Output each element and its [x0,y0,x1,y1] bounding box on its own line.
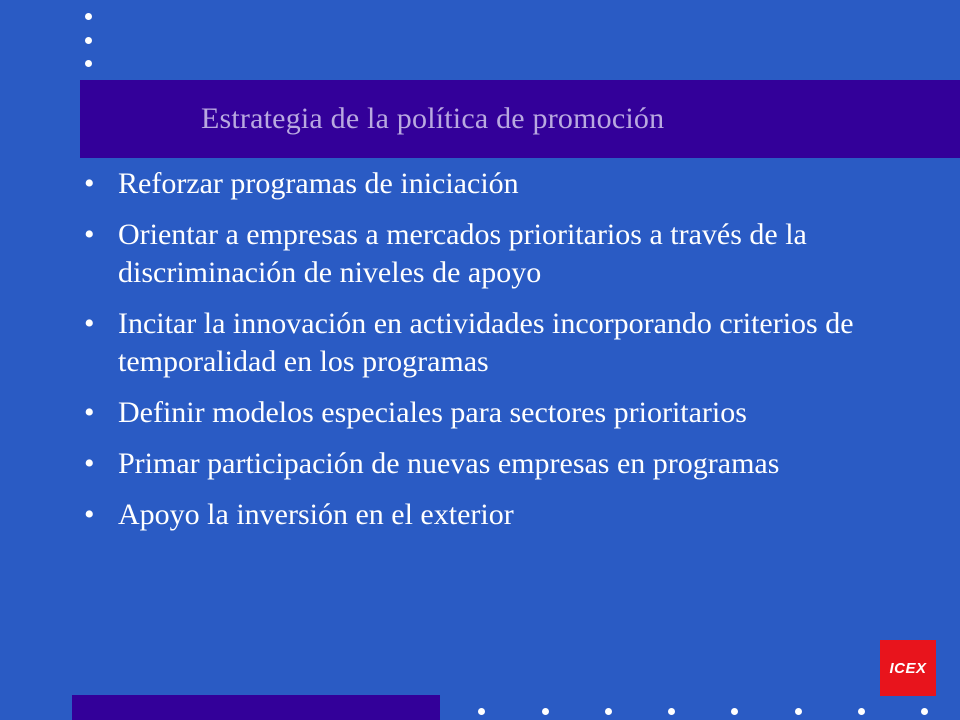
decorative-dot [85,13,92,20]
bullet-item [84,496,864,534]
bullet-item [84,305,864,381]
bullet-marker: • [84,167,95,200]
bullet-marker: • [84,447,95,480]
bullet-item [84,394,864,432]
decorative-dot [921,708,928,715]
bullet-marker: • [84,396,95,429]
bullet-marker: • [84,307,95,340]
decorative-dot [668,708,675,715]
bullet-marker: • [84,498,95,531]
title-bar [80,80,960,158]
bullet-text: Orientar a empresas a mercados prioritarios a través de la discriminación de niveles de apoyo [118,218,807,289]
decorative-dot [858,708,865,715]
decorative-dot [795,708,802,715]
bullet-item [84,216,864,292]
slide-title: Estrategia de la política de promoción [201,102,665,135]
decorative-dot [605,708,612,715]
bottom-bar [72,695,440,720]
decorative-dot [542,708,549,715]
decorative-dot [85,37,92,44]
bullet-list [84,165,864,547]
decorative-dot [731,708,738,715]
icex-logo [880,640,936,696]
bullet-item [84,165,864,203]
bullet-text: Reforzar programas de iniciación [118,167,519,200]
bullet-text: Incitar la innovación en actividades incorporando criterios de temporalidad en los programas [118,307,854,378]
logo-text: ICEX [889,659,927,677]
bullet-text: Apoyo la inversión en el exterior [118,498,514,531]
decorative-dot [478,708,485,715]
bullet-marker: • [84,218,95,251]
decorative-dot [85,60,92,67]
bullet-text: Primar participación de nuevas empresas en programas [118,447,780,480]
bullet-text: Definir modelos especiales para sectores prioritarios [118,396,747,429]
bullet-item [84,445,864,483]
